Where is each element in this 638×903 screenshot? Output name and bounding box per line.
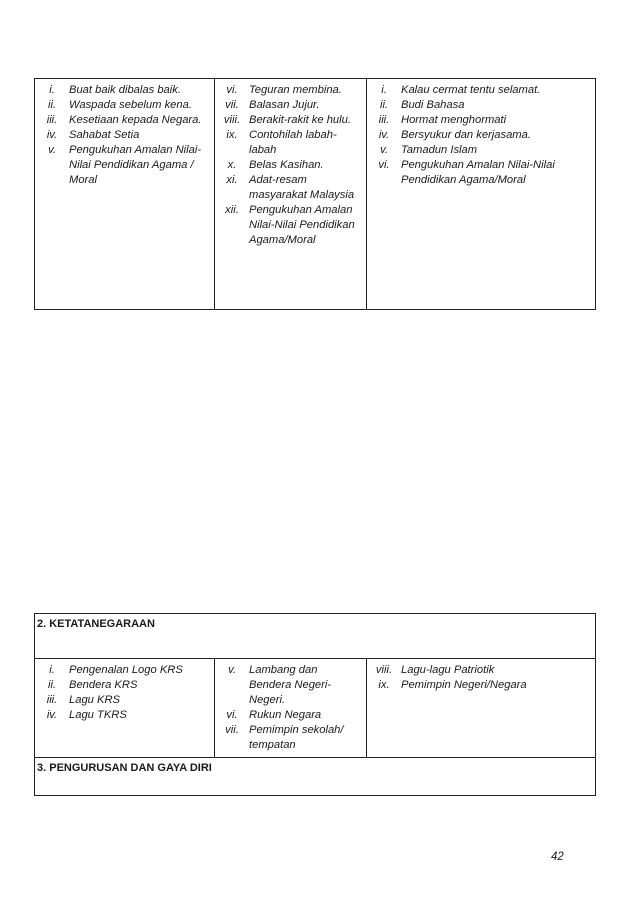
list-item	[367, 128, 595, 143]
list-item-text: Sahabat Setia	[69, 129, 140, 141]
list-item-text: Waspada sebelum kena.	[69, 99, 192, 111]
list-item-text: Lagu TKRS	[69, 709, 127, 721]
list-item	[215, 203, 366, 248]
list-item	[35, 663, 214, 678]
list-item-text: Balasan Jujur.	[249, 99, 320, 111]
list-item-text: Tamadun Islam	[401, 144, 478, 156]
list-item-number: ii.	[47, 679, 57, 691]
list-item-text: Buat baik dibalas baik.	[69, 84, 181, 96]
list-item	[215, 173, 366, 203]
list-item	[35, 128, 214, 143]
list-item	[35, 113, 214, 128]
list-item-text: Pengukuhan Amalan Nilai-Nilai Pendidikan Agama/Moral	[249, 204, 355, 246]
list-item-number: ii.	[379, 99, 389, 111]
list-item-number: iv.	[378, 129, 390, 141]
values-column-1	[35, 79, 215, 309]
list-item-number: ix.	[378, 679, 390, 691]
list-item-number: x.	[227, 159, 237, 171]
list-item-number: viii.	[223, 114, 241, 126]
list-item-number: vi.	[226, 84, 238, 96]
list-item	[35, 693, 214, 708]
section-2-header	[35, 614, 595, 659]
list-item-number: xi.	[226, 174, 238, 186]
list-item	[367, 663, 595, 678]
list-item-text: Contohilah labah-labah	[249, 129, 337, 156]
list-item-text: Hormat menghormati	[401, 114, 507, 126]
list-item-number: iii.	[46, 114, 58, 126]
list-item-text: Teguran membina.	[249, 84, 342, 96]
list-item	[35, 143, 214, 188]
list-item-text: Pemimpin Negeri/Negara	[401, 679, 527, 691]
list-item-text: Pengenalan Logo KRS	[69, 664, 183, 676]
list-item	[35, 98, 214, 113]
list-item	[367, 83, 595, 98]
list-item-number: vii.	[225, 724, 239, 736]
list-item	[367, 113, 595, 128]
list-item-text: Belas Kasihan.	[249, 159, 324, 171]
list-item	[215, 128, 366, 158]
list-item-text: Bendera KRS	[69, 679, 138, 691]
list-item-number: xii.	[225, 204, 239, 216]
values-table	[34, 78, 596, 310]
list-item	[367, 98, 595, 113]
list-item	[215, 83, 366, 98]
list-item-number: iv.	[46, 709, 58, 721]
list-item	[367, 158, 595, 188]
list-item	[35, 83, 214, 98]
section-2-column-2	[215, 659, 367, 757]
section-2-column-1	[35, 659, 215, 757]
list-item-text: Rukun Negara	[249, 709, 322, 721]
list-item-number: vii.	[225, 99, 239, 111]
list-item-text: Bersyukur dan kerjasama.	[401, 129, 531, 141]
list-item-text: Berakit-rakit ke hulu.	[249, 114, 351, 126]
list-item-number: iv.	[46, 129, 58, 141]
list-item-number: i.	[381, 84, 387, 96]
list-item-text: Budi Bahasa	[401, 99, 465, 111]
list-item-number: i.	[49, 84, 55, 96]
list-item-text: Pemimpin sekolah/ tempatan	[249, 724, 344, 751]
list-item-number: i.	[49, 664, 55, 676]
page-number: 42	[551, 851, 564, 863]
list-item-number: ii.	[47, 99, 57, 111]
list-item-number: viii.	[375, 664, 393, 676]
list-item	[367, 143, 595, 158]
list-item	[35, 678, 214, 693]
list-item	[367, 678, 595, 693]
list-item-text: Kesetiaan kepada Negara.	[69, 114, 202, 126]
list-item	[215, 708, 366, 723]
list-item	[215, 663, 366, 708]
list-item-text: Kalau cermat tentu selamat.	[401, 84, 541, 96]
list-item-text: Pengukuhan Amalan Nilai-Nilai Pendidikan Agama/Moral	[401, 159, 555, 186]
list-item-number: iii.	[46, 694, 58, 706]
list-item-number: v.	[228, 664, 236, 676]
list-item	[215, 158, 366, 173]
section-2-column-3	[367, 659, 595, 757]
list-item	[35, 708, 214, 723]
list-item-text: Lambang dan Bendera Negeri-Negeri.	[249, 664, 332, 706]
list-item	[215, 113, 366, 128]
section-table	[34, 613, 596, 796]
list-item	[215, 98, 366, 113]
list-item-number: vi.	[226, 709, 238, 721]
values-column-3	[367, 79, 595, 309]
list-item	[215, 723, 366, 753]
section-2-title: 2. KETATANEGARAAN	[37, 618, 155, 630]
list-item-text: Pengukuhan Amalan Nilai-Nilai Pendidikan Agama / Moral	[69, 144, 202, 186]
list-item-number: v.	[48, 144, 56, 156]
list-item-number: ix.	[226, 129, 238, 141]
list-item-number: vi.	[378, 159, 390, 171]
section-3-header	[35, 758, 595, 796]
values-column-2	[215, 79, 367, 309]
list-item-number: iii.	[378, 114, 390, 126]
list-item-number: v.	[380, 144, 388, 156]
list-item-text: Lagu-lagu Patriotik	[401, 664, 495, 676]
list-item-text: Adat-resam masyarakat Malaysia	[249, 174, 355, 201]
list-item-text: Lagu KRS	[69, 694, 120, 706]
section-3-title: 3. PENGURUSAN DAN GAYA DIRI	[37, 762, 212, 774]
